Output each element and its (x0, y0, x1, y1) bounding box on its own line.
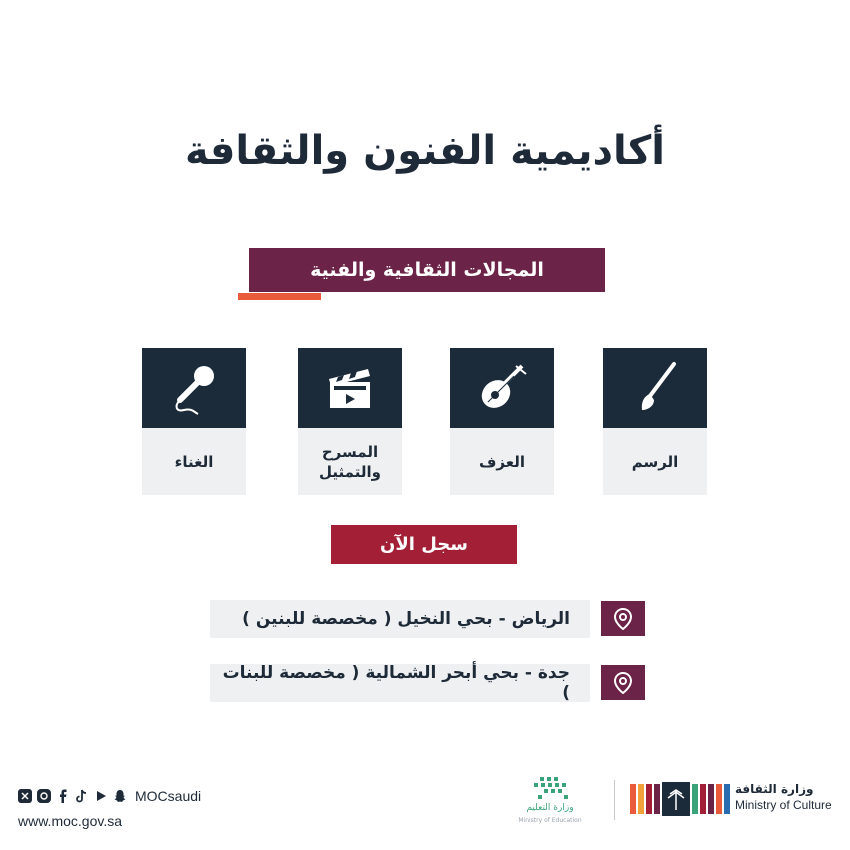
education-logo-subtext: Ministry of Education (518, 817, 582, 824)
field-card-theater (298, 348, 402, 495)
location-riyadh (210, 600, 590, 638)
social-icons-row (18, 785, 201, 807)
field-label: الغناء (142, 428, 246, 495)
microphone-icon (166, 360, 222, 416)
section-title: المجالات الثقافية والفنية (310, 259, 544, 281)
snapchat-icon[interactable] (113, 789, 127, 803)
facebook-icon[interactable] (56, 789, 70, 803)
paintbrush-icon (630, 360, 680, 416)
location-pin-box (601, 665, 645, 700)
youtube-icon[interactable] (94, 789, 108, 803)
field-icon-box (450, 348, 554, 428)
location-text: الرياض - بحي النخيل ( مخصصة للبنين ) (242, 609, 570, 629)
x-icon[interactable] (18, 789, 32, 803)
education-logo-text: وزارة التعليم (526, 803, 574, 813)
field-icon-box (603, 348, 707, 428)
location-pin-icon (613, 607, 633, 631)
oud-icon (474, 360, 530, 416)
location-pin-icon (613, 671, 633, 695)
location-jeddah (210, 664, 590, 702)
website-link[interactable]: www.moc.gov.sa (18, 813, 122, 829)
register-now-button[interactable] (331, 525, 517, 564)
section-underline-accent (238, 293, 321, 300)
culture-logo-text (735, 782, 832, 812)
culture-logo-english: Ministry of Culture (735, 798, 832, 812)
field-label: العزف (450, 428, 554, 495)
tiktok-icon[interactable] (75, 789, 89, 803)
footer-contact (18, 785, 201, 829)
field-label: المسرح والتمثيل (298, 428, 402, 495)
logo-divider (614, 780, 615, 820)
culture-logo-arabic: وزارة الثقافة (735, 782, 814, 796)
clapperboard-icon (324, 364, 376, 412)
location-text: جدة - بحي أبحر الشمالية ( مخصصة للبنات ) (222, 663, 570, 703)
field-card-music (450, 348, 554, 495)
field-card-painting (603, 348, 707, 495)
field-card-singing (142, 348, 246, 495)
instagram-icon[interactable] (37, 789, 51, 803)
field-icon-box (298, 348, 402, 428)
location-pin-box (601, 601, 645, 636)
field-icon-box (142, 348, 246, 428)
section-title-banner (249, 248, 605, 292)
register-now-label: سجل الآن (380, 534, 468, 555)
field-label: الرسم (603, 428, 707, 495)
page-title: أكاديمية الفنون والثقافة (184, 128, 666, 174)
social-handle[interactable]: MOCsaudi (135, 788, 202, 804)
